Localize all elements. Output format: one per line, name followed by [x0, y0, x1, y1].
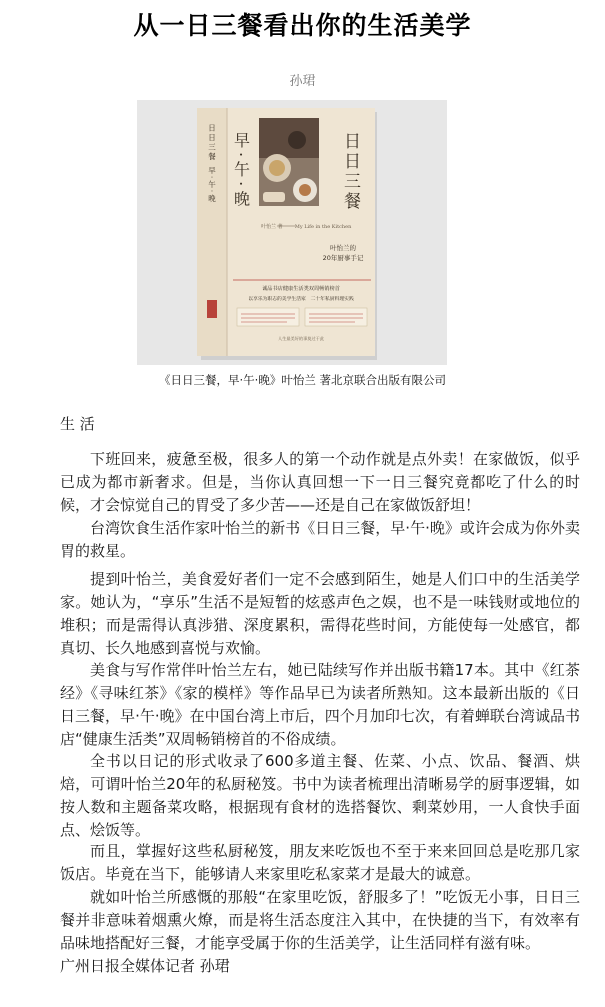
paragraph-1: 下班回来，疲惫至极，很多人的第一个动作就是点外卖！在家做饭，似乎已成为都市新奢求。但是，当你认真回想一下一日三餐究竟都吃了什么的时候，才会惊觉自己的胃受了多少苦——还是自己在家做饭舒坦！ [60, 450, 580, 514]
paragraph-2: 台湾饮食生活作家叶怡兰的新书《日日三餐，早·午·晚》或许会成为你外卖胃的救星。 [60, 519, 580, 560]
cover-title-left: 早·午·晚 [231, 132, 251, 211]
spine-title: 日日三餐 早·午·晚 [207, 124, 217, 204]
paragraph-6: 而且，掌握好这些私厨秘笈，朋友来吃饭也不至于来来回回总是吃那几家饭店。毕竟在当下，能够请人来家里吃私家菜才是最大的诚意。 [60, 842, 580, 883]
byline: 广州日报全媒体记者 孙珺 [60, 957, 230, 975]
paragraph-7: 就如叶怡兰所感慨的那般“在家里吃饭，舒服多了！”吃饭无小事，日日三餐并非意味着烟熏火燎，而是将生活态度注入其中，在快捷的当下，有效率有品味地搭配好三餐，才能享受属于你的生活美学，让生活同样有滋有味。 [60, 888, 580, 952]
cover-subtitle-line1: 叶怡兰的 [330, 244, 356, 252]
paragraph-3: 提到叶怡兰，美食爱好者们一定不会感到陌生，她是人们口中的生活美学家。她认为，“享乐”生活不是短暂的炫惑声色之娱，也不是一味钱财或地位的堆积；而是需得认真涉猎、深度累积，需得花些时间，方能使每一处感官，都真切、长久地感到喜悦与欢愉。 [60, 570, 580, 657]
cover-subtitle-line2: 20年厨事手记 [322, 254, 364, 262]
figure-caption: 《日日三餐，早·午·晚》叶怡兰 著北京联合出版有限公司 [159, 373, 446, 387]
cover-title-right: 日日三餐 [340, 132, 360, 212]
book-cover-figure [137, 100, 447, 365]
cover-band-line2: 以享乐为职志的美学生活家 二十年私厨料理实践 [248, 297, 354, 302]
paragraph-4: 美食与写作常伴叶怡兰左右，她已陆续写作并出版书籍17本。其中《红茶经》《寻味红茶》《家的模样》等作品早已为读者所熟知。这本最新出版的《日日三餐，早·午·晚》在中国台湾上市后，四个月加印七次，有着蝉联台湾诚品书店“健康生活类”双周畅销榜首的不俗成绩。 [60, 661, 580, 748]
cover-small-text: 人生最美好的事莫过于此 [277, 336, 325, 341]
section-label: 生 活 [60, 415, 95, 433]
cover-subtitle-en: My Life in the Kitchen [294, 224, 352, 230]
paragraph-5: 全书以日记的形式收录了600多道主餐、佐菜、小点、饮品、餐酒、烘焙，可谓叶怡兰20年的私厨秘笈。书中为读者梳理出清晰易学的厨事逻辑，如按人数和主题备菜攻略，根据现有食材的选搭餐饮、剩菜妙用，一人食快手面点、烩饭等。 [60, 752, 580, 839]
cover-author: 叶怡兰 著 [261, 224, 283, 230]
book-cover-image [137, 100, 447, 365]
spine-publisher-mark [207, 300, 217, 318]
article-title: 从一日三餐看出你的生活美学 [133, 11, 472, 40]
article-author: 孙珺 [289, 74, 316, 89]
cover-band-line1: 诚品书店健康生活类双周畅销榜首 [262, 286, 340, 292]
